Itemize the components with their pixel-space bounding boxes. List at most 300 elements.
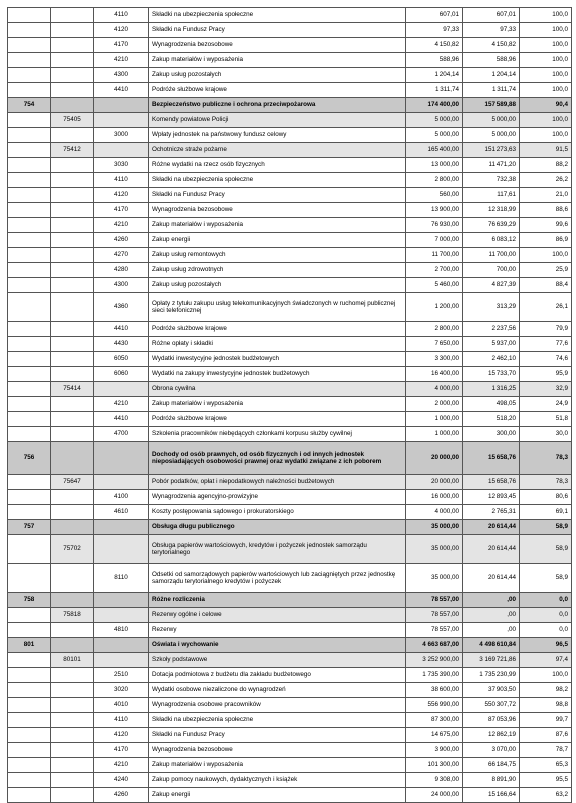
plan-amount-cell: 16 400,00 bbox=[406, 367, 463, 382]
dzial-cell bbox=[8, 322, 51, 337]
execution-amount-cell: 1 735 230,99 bbox=[463, 668, 520, 683]
paragraf-cell: 3020 bbox=[94, 683, 149, 698]
plan-amount-cell: 14 675,00 bbox=[406, 728, 463, 743]
plan-amount-cell: 78 557,00 bbox=[406, 608, 463, 623]
rozdzial-cell bbox=[51, 593, 94, 608]
execution-amount-cell: 3 169 721,86 bbox=[463, 653, 520, 668]
execution-amount-cell: 20 614,44 bbox=[463, 520, 520, 535]
rozdzial-cell bbox=[51, 668, 94, 683]
dzial-cell: 756 bbox=[8, 442, 51, 475]
rozdzial-cell bbox=[51, 53, 94, 68]
table-row bbox=[8, 397, 572, 412]
rozdzial-cell bbox=[51, 638, 94, 653]
percent-cell: 86,9 bbox=[520, 233, 572, 248]
plan-amount-cell: 2 800,00 bbox=[406, 173, 463, 188]
rozdzial-cell bbox=[51, 520, 94, 535]
dzial-cell bbox=[8, 490, 51, 505]
percent-cell: 99,7 bbox=[520, 713, 572, 728]
description-cell: Zakup usług zdrowotnych bbox=[149, 263, 406, 278]
table-row bbox=[8, 788, 572, 803]
paragraf-cell bbox=[94, 442, 149, 475]
percent-cell: 100,0 bbox=[520, 23, 572, 38]
table-row bbox=[8, 263, 572, 278]
execution-amount-cell: 1 316,25 bbox=[463, 382, 520, 397]
plan-amount-cell: 2 000,00 bbox=[406, 397, 463, 412]
rozdzial-cell bbox=[51, 128, 94, 143]
rozdzial-cell bbox=[51, 743, 94, 758]
dzial-cell bbox=[8, 623, 51, 638]
execution-amount-cell: 15 166,64 bbox=[463, 788, 520, 803]
dzial-cell bbox=[8, 668, 51, 683]
percent-cell: 77,6 bbox=[520, 337, 572, 352]
plan-amount-cell: 35 000,00 bbox=[406, 535, 463, 564]
percent-cell: 88,6 bbox=[520, 203, 572, 218]
paragraf-cell: 4410 bbox=[94, 83, 149, 98]
description-cell: Różne wydatki na rzecz osób fizycznych bbox=[149, 158, 406, 173]
plan-amount-cell: 97,33 bbox=[406, 23, 463, 38]
execution-amount-cell: 700,00 bbox=[463, 263, 520, 278]
rozdzial-cell: 75412 bbox=[51, 143, 94, 158]
paragraf-cell: 4120 bbox=[94, 23, 149, 38]
execution-amount-cell: 15 658,76 bbox=[463, 475, 520, 490]
dzial-cell bbox=[8, 683, 51, 698]
paragraf-cell: 4100 bbox=[94, 490, 149, 505]
plan-amount-cell: 87 300,00 bbox=[406, 713, 463, 728]
execution-amount-cell: 2 237,56 bbox=[463, 322, 520, 337]
description-cell: Opłaty z tytułu zakupu usług telekomunikacyjnych świadczonych w ruchomej publicznej sieci telefonicznej bbox=[149, 293, 406, 322]
table-row bbox=[8, 173, 572, 188]
rozdzial-cell bbox=[51, 505, 94, 520]
description-cell: Wynagrodzenia bezosobowe bbox=[149, 203, 406, 218]
percent-cell: 78,7 bbox=[520, 743, 572, 758]
description-cell: Rezerwy ogólne i celowe bbox=[149, 608, 406, 623]
description-cell: Wynagrodzenia bezosobowe bbox=[149, 743, 406, 758]
rozdzial-cell bbox=[51, 728, 94, 743]
description-cell: Wynagrodzenia osobowe pracowników bbox=[149, 698, 406, 713]
paragraf-cell: 4110 bbox=[94, 173, 149, 188]
rozdzial-cell bbox=[51, 188, 94, 203]
plan-amount-cell: 35 000,00 bbox=[406, 520, 463, 535]
plan-amount-cell: 2 700,00 bbox=[406, 263, 463, 278]
rozdzial-cell bbox=[51, 788, 94, 803]
plan-amount-cell: 4 663 687,00 bbox=[406, 638, 463, 653]
dzial-cell: 758 bbox=[8, 593, 51, 608]
description-cell: Ochotnicze straże pożarne bbox=[149, 143, 406, 158]
dzial-cell: 757 bbox=[8, 520, 51, 535]
description-cell: Zakup materiałów i wyposażenia bbox=[149, 397, 406, 412]
dzial-cell bbox=[8, 773, 51, 788]
percent-cell: 80,6 bbox=[520, 490, 572, 505]
description-cell: Zakup usług pozostałych bbox=[149, 68, 406, 83]
table-row bbox=[8, 698, 572, 713]
table-row bbox=[8, 113, 572, 128]
dzial-cell bbox=[8, 68, 51, 83]
execution-amount-cell: 2 765,31 bbox=[463, 505, 520, 520]
rozdzial-cell bbox=[51, 713, 94, 728]
dzial-cell bbox=[8, 218, 51, 233]
rozdzial-cell bbox=[51, 683, 94, 698]
percent-cell: 91,5 bbox=[520, 143, 572, 158]
description-cell: Odsetki od samorządowych papierów wartościowych lub zaciągniętych przez jednostkę samorządu terytorialnego kredytów i pożyczek bbox=[149, 564, 406, 593]
description-cell: Zakup usług pozostałych bbox=[149, 278, 406, 293]
dzial-cell bbox=[8, 128, 51, 143]
table-row bbox=[8, 23, 572, 38]
rozdzial-cell bbox=[51, 337, 94, 352]
paragraf-cell bbox=[94, 608, 149, 623]
dzial-cell bbox=[8, 53, 51, 68]
table-row bbox=[8, 233, 572, 248]
plan-amount-cell: 78 557,00 bbox=[406, 623, 463, 638]
execution-amount-cell: 1 311,74 bbox=[463, 83, 520, 98]
percent-cell: 100,0 bbox=[520, 668, 572, 683]
execution-amount-cell: 8 891,90 bbox=[463, 773, 520, 788]
description-cell: Składki na ubezpieczenia społeczne bbox=[149, 173, 406, 188]
description-cell: Zakup usług remontowych bbox=[149, 248, 406, 263]
rozdzial-cell bbox=[51, 758, 94, 773]
dzial-cell bbox=[8, 38, 51, 53]
description-cell: Wydatki na zakupy inwestycyjne jednostek budżetowych bbox=[149, 367, 406, 382]
percent-cell: 65,3 bbox=[520, 758, 572, 773]
paragraf-cell: 4410 bbox=[94, 322, 149, 337]
dzial-cell bbox=[8, 293, 51, 322]
dzial-cell bbox=[8, 113, 51, 128]
paragraf-cell: 4610 bbox=[94, 505, 149, 520]
table-row bbox=[8, 638, 572, 653]
percent-cell: 95,9 bbox=[520, 367, 572, 382]
paragraf-cell: 4210 bbox=[94, 397, 149, 412]
description-cell: Składki na Fundusz Pracy bbox=[149, 188, 406, 203]
percent-cell: 26,1 bbox=[520, 293, 572, 322]
plan-amount-cell: 3 900,00 bbox=[406, 743, 463, 758]
dzial-cell bbox=[8, 412, 51, 427]
description-cell: Zakup energii bbox=[149, 233, 406, 248]
paragraf-cell: 4210 bbox=[94, 53, 149, 68]
paragraf-cell bbox=[94, 535, 149, 564]
plan-amount-cell: 174 400,00 bbox=[406, 98, 463, 113]
plan-amount-cell: 4 000,00 bbox=[406, 382, 463, 397]
dzial-cell bbox=[8, 143, 51, 158]
paragraf-cell: 4170 bbox=[94, 743, 149, 758]
description-cell: Obsługa papierów wartościowych, kredytów i pożyczek jednostek samorządu terytorialnego bbox=[149, 535, 406, 564]
paragraf-cell: 6060 bbox=[94, 367, 149, 382]
execution-amount-cell: 20 614,44 bbox=[463, 535, 520, 564]
budget-expenditure-table bbox=[7, 7, 572, 803]
percent-cell: 95,5 bbox=[520, 773, 572, 788]
description-cell: Wynagrodzenia agencyjno-prowizyjne bbox=[149, 490, 406, 505]
plan-amount-cell: 1 000,00 bbox=[406, 412, 463, 427]
dzial-cell bbox=[8, 653, 51, 668]
plan-amount-cell: 13 000,00 bbox=[406, 158, 463, 173]
table-row bbox=[8, 248, 572, 263]
dzial-cell bbox=[8, 475, 51, 490]
paragraf-cell: 3030 bbox=[94, 158, 149, 173]
paragraf-cell: 4120 bbox=[94, 728, 149, 743]
rozdzial-cell bbox=[51, 352, 94, 367]
table-row bbox=[8, 98, 572, 113]
paragraf-cell: 4210 bbox=[94, 758, 149, 773]
dzial-cell bbox=[8, 743, 51, 758]
dzial-cell bbox=[8, 158, 51, 173]
plan-amount-cell: 5 000,00 bbox=[406, 128, 463, 143]
rozdzial-cell: 80101 bbox=[51, 653, 94, 668]
plan-amount-cell: 35 000,00 bbox=[406, 564, 463, 593]
execution-amount-cell: 157 589,88 bbox=[463, 98, 520, 113]
execution-amount-cell: 4 827,39 bbox=[463, 278, 520, 293]
paragraf-cell: 4240 bbox=[94, 773, 149, 788]
plan-amount-cell: 5 000,00 bbox=[406, 113, 463, 128]
execution-amount-cell: 498,05 bbox=[463, 397, 520, 412]
description-cell: Zakup materiałów i wyposażenia bbox=[149, 218, 406, 233]
description-cell: Oświata i wychowanie bbox=[149, 638, 406, 653]
paragraf-cell: 4010 bbox=[94, 698, 149, 713]
table-row bbox=[8, 412, 572, 427]
execution-amount-cell: 20 614,44 bbox=[463, 564, 520, 593]
description-cell: Pobór podatków, opłat i niepodatkowych należności budżetowych bbox=[149, 475, 406, 490]
table-row bbox=[8, 713, 572, 728]
paragraf-cell: 4300 bbox=[94, 278, 149, 293]
table-row bbox=[8, 743, 572, 758]
execution-amount-cell: 15 658,76 bbox=[463, 442, 520, 475]
dzial-cell bbox=[8, 337, 51, 352]
percent-cell: 26,2 bbox=[520, 173, 572, 188]
plan-amount-cell: 560,00 bbox=[406, 188, 463, 203]
table-row bbox=[8, 53, 572, 68]
dzial-cell bbox=[8, 188, 51, 203]
rozdzial-cell bbox=[51, 623, 94, 638]
description-cell: Dotacja podmiotowa z budżetu dla zakładu budżetowego bbox=[149, 668, 406, 683]
rozdzial-cell bbox=[51, 773, 94, 788]
paragraf-cell bbox=[94, 593, 149, 608]
execution-amount-cell: 12 318,99 bbox=[463, 203, 520, 218]
dzial-cell bbox=[8, 608, 51, 623]
description-cell: Szkolenia pracowników niebędących członkami korpusu służby cywilnej bbox=[149, 427, 406, 442]
description-cell: Koszty postępowania sądowego i prokuratorskiego bbox=[149, 505, 406, 520]
plan-amount-cell: 2 800,00 bbox=[406, 322, 463, 337]
rozdzial-cell bbox=[51, 218, 94, 233]
rozdzial-cell bbox=[51, 98, 94, 113]
paragraf-cell bbox=[94, 113, 149, 128]
table-row bbox=[8, 593, 572, 608]
dzial-cell bbox=[8, 505, 51, 520]
execution-amount-cell: 12 862,19 bbox=[463, 728, 520, 743]
table-row bbox=[8, 367, 572, 382]
table-row bbox=[8, 128, 572, 143]
paragraf-cell: 8110 bbox=[94, 564, 149, 593]
plan-amount-cell: 3 300,00 bbox=[406, 352, 463, 367]
execution-amount-cell: 66 184,75 bbox=[463, 758, 520, 773]
paragraf-cell: 6050 bbox=[94, 352, 149, 367]
table-row bbox=[8, 278, 572, 293]
percent-cell: 51,8 bbox=[520, 412, 572, 427]
percent-cell: 98,8 bbox=[520, 698, 572, 713]
execution-amount-cell: 5 000,00 bbox=[463, 128, 520, 143]
rozdzial-cell bbox=[51, 427, 94, 442]
rozdzial-cell bbox=[51, 698, 94, 713]
percent-cell: 0,0 bbox=[520, 593, 572, 608]
rozdzial-cell bbox=[51, 8, 94, 23]
dzial-cell bbox=[8, 367, 51, 382]
table-row bbox=[8, 505, 572, 520]
table-row bbox=[8, 218, 572, 233]
rozdzial-cell bbox=[51, 278, 94, 293]
dzial-cell bbox=[8, 233, 51, 248]
percent-cell: 98,2 bbox=[520, 683, 572, 698]
description-cell: Wpłaty jednostek na państwowy fundusz celowy bbox=[149, 128, 406, 143]
table-row bbox=[8, 352, 572, 367]
plan-amount-cell: 1 000,00 bbox=[406, 427, 463, 442]
table-row bbox=[8, 520, 572, 535]
dzial-cell bbox=[8, 713, 51, 728]
plan-amount-cell: 76 930,00 bbox=[406, 218, 463, 233]
paragraf-cell bbox=[94, 382, 149, 397]
dzial-cell bbox=[8, 203, 51, 218]
dzial-cell bbox=[8, 83, 51, 98]
dzial-cell: 801 bbox=[8, 638, 51, 653]
paragraf-cell: 4430 bbox=[94, 337, 149, 352]
paragraf-cell: 4260 bbox=[94, 788, 149, 803]
description-cell: Bezpieczeństwo publiczne i ochrona przeciwpożarowa bbox=[149, 98, 406, 113]
paragraf-cell: 4300 bbox=[94, 68, 149, 83]
description-cell: Wydatki osobowe niezaliczone do wynagrodzeń bbox=[149, 683, 406, 698]
dzial-cell bbox=[8, 382, 51, 397]
dzial-cell bbox=[8, 8, 51, 23]
execution-amount-cell: 37 903,50 bbox=[463, 683, 520, 698]
dzial-cell bbox=[8, 788, 51, 803]
rozdzial-cell bbox=[51, 442, 94, 475]
paragraf-cell bbox=[94, 475, 149, 490]
percent-cell: 88,4 bbox=[520, 278, 572, 293]
execution-amount-cell: 5 937,00 bbox=[463, 337, 520, 352]
execution-amount-cell: ,00 bbox=[463, 593, 520, 608]
plan-amount-cell: 165 400,00 bbox=[406, 143, 463, 158]
paragraf-cell: 4110 bbox=[94, 713, 149, 728]
dzial-cell bbox=[8, 427, 51, 442]
rozdzial-cell bbox=[51, 412, 94, 427]
description-cell: Rezerwy bbox=[149, 623, 406, 638]
rozdzial-cell bbox=[51, 233, 94, 248]
rozdzial-cell bbox=[51, 564, 94, 593]
plan-amount-cell: 5 460,00 bbox=[406, 278, 463, 293]
rozdzial-cell bbox=[51, 293, 94, 322]
percent-cell: 97,4 bbox=[520, 653, 572, 668]
percent-cell: 100,0 bbox=[520, 68, 572, 83]
table-row bbox=[8, 8, 572, 23]
description-cell: Komendy powiatowe Policji bbox=[149, 113, 406, 128]
paragraf-cell: 4210 bbox=[94, 218, 149, 233]
rozdzial-cell bbox=[51, 83, 94, 98]
rozdzial-cell bbox=[51, 490, 94, 505]
rozdzial-cell bbox=[51, 263, 94, 278]
plan-amount-cell: 13 900,00 bbox=[406, 203, 463, 218]
table-row bbox=[8, 623, 572, 638]
execution-amount-cell: 4 150,82 bbox=[463, 38, 520, 53]
execution-amount-cell: 607,01 bbox=[463, 8, 520, 23]
percent-cell: 58,9 bbox=[520, 520, 572, 535]
plan-amount-cell: 101 300,00 bbox=[406, 758, 463, 773]
plan-amount-cell: 78 557,00 bbox=[406, 593, 463, 608]
plan-amount-cell: 3 252 900,00 bbox=[406, 653, 463, 668]
execution-amount-cell: 117,61 bbox=[463, 188, 520, 203]
plan-amount-cell: 9 308,00 bbox=[406, 773, 463, 788]
table-row bbox=[8, 490, 572, 505]
dzial-cell bbox=[8, 758, 51, 773]
plan-amount-cell: 1 735 390,00 bbox=[406, 668, 463, 683]
table-row bbox=[8, 427, 572, 442]
table-row bbox=[8, 668, 572, 683]
rozdzial-cell: 75414 bbox=[51, 382, 94, 397]
plan-amount-cell: 1 204,14 bbox=[406, 68, 463, 83]
execution-amount-cell: 1 204,14 bbox=[463, 68, 520, 83]
execution-amount-cell: 11 700,00 bbox=[463, 248, 520, 263]
execution-amount-cell: 550 307,72 bbox=[463, 698, 520, 713]
percent-cell: 100,0 bbox=[520, 38, 572, 53]
description-cell: Podróże służbowe krajowe bbox=[149, 83, 406, 98]
paragraf-cell: 4700 bbox=[94, 427, 149, 442]
paragraf-cell: 4120 bbox=[94, 188, 149, 203]
execution-amount-cell: 87 053,96 bbox=[463, 713, 520, 728]
percent-cell: 79,9 bbox=[520, 322, 572, 337]
plan-amount-cell: 20 000,00 bbox=[406, 442, 463, 475]
description-cell: Składki na ubezpieczenia społeczne bbox=[149, 8, 406, 23]
plan-amount-cell: 1 311,74 bbox=[406, 83, 463, 98]
dzial-cell bbox=[8, 278, 51, 293]
table-row bbox=[8, 564, 572, 593]
table-row bbox=[8, 728, 572, 743]
percent-cell: 99,6 bbox=[520, 218, 572, 233]
plan-amount-cell: 16 000,00 bbox=[406, 490, 463, 505]
execution-amount-cell: 2 462,10 bbox=[463, 352, 520, 367]
paragraf-cell: 4260 bbox=[94, 233, 149, 248]
table-row bbox=[8, 143, 572, 158]
table-row bbox=[8, 337, 572, 352]
execution-amount-cell: 6 083,12 bbox=[463, 233, 520, 248]
rozdzial-cell: 75702 bbox=[51, 535, 94, 564]
percent-cell: 78,3 bbox=[520, 475, 572, 490]
plan-amount-cell: 11 700,00 bbox=[406, 248, 463, 263]
execution-amount-cell: 732,38 bbox=[463, 173, 520, 188]
table-row bbox=[8, 158, 572, 173]
table-row bbox=[8, 203, 572, 218]
rozdzial-cell bbox=[51, 38, 94, 53]
percent-cell: 88,2 bbox=[520, 158, 572, 173]
percent-cell: 100,0 bbox=[520, 128, 572, 143]
table-row bbox=[8, 475, 572, 490]
execution-amount-cell: 12 893,45 bbox=[463, 490, 520, 505]
rozdzial-cell bbox=[51, 322, 94, 337]
description-cell: Składki na Fundusz Pracy bbox=[149, 728, 406, 743]
dzial-cell: 754 bbox=[8, 98, 51, 113]
paragraf-cell bbox=[94, 143, 149, 158]
execution-amount-cell: 11 471,20 bbox=[463, 158, 520, 173]
paragraf-cell bbox=[94, 653, 149, 668]
dzial-cell bbox=[8, 352, 51, 367]
execution-amount-cell: 97,33 bbox=[463, 23, 520, 38]
table-row bbox=[8, 442, 572, 475]
table-row bbox=[8, 653, 572, 668]
table-row bbox=[8, 83, 572, 98]
rozdzial-cell bbox=[51, 397, 94, 412]
rozdzial-cell bbox=[51, 203, 94, 218]
paragraf-cell: 4810 bbox=[94, 623, 149, 638]
table-row bbox=[8, 382, 572, 397]
percent-cell: 100,0 bbox=[520, 248, 572, 263]
plan-amount-cell: 4 000,00 bbox=[406, 505, 463, 520]
dzial-cell bbox=[8, 173, 51, 188]
paragraf-cell bbox=[94, 98, 149, 113]
percent-cell: 100,0 bbox=[520, 8, 572, 23]
percent-cell: 100,0 bbox=[520, 53, 572, 68]
plan-amount-cell: 588,96 bbox=[406, 53, 463, 68]
